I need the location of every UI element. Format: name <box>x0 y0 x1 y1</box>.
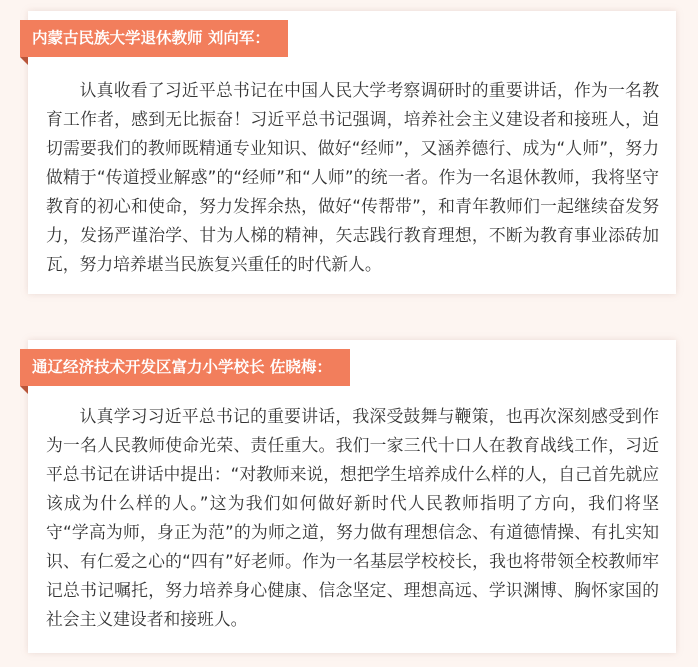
statement-text: 认真学习习近平总书记的重要讲话，我深受鼓舞与鞭策，也再次深刻感受到作为一名人民教师使命光荣、责任重大。我们一家三代十口人在教育战线工作，习近平总书记在讲话中提出：“对教师来说，想把学生培养成什么样的人，自己首先就应该成为什么样的人。”这为我们如何做好新时代人民教师指明了方向，我们将坚守“学高为师，身正为范”的为师之道，努力做有理想信念、有道德情操、有扎实知识、有仁爱之心的“四有”好老师。作为一名基层学校校长，我也将带领全校教师牢记总书记嘱托，努力培养身心健康、信念坚定、理想高远、学识渊博、胸怀家国的社会主义建设者和接班人。 <box>46 406 659 629</box>
speaker-tag: 通辽经济技术开发区富力小学校长 佐晓梅： <box>20 349 350 386</box>
speaker-tag: 内蒙古民族大学退休教师 刘向军： <box>20 20 288 57</box>
statement-card-2 <box>28 340 676 653</box>
statement-text: 认真收看了习近平总书记在中国人民大学考察调研时的重要讲话，作为一名教育工作者，感到无比振奋！习近平总书记强调，培养社会主义建设者和接班人，迫切需要我们的教师既精通专业知识、做好“经师”，又涵养德行、成为“人师”，努力做精于“传道授业解惑”的“经师”和“人师”的统一者。作为一名退休教师，我将坚守教育的初心和使命，努力发挥余热，做好“传帮带”，和青年教师们一起继续奋发努力，发扬严谨治学、甘为人梯的精神，矢志践行教育理想，不断为教育事业添砖加瓦，努力培养堪当民族复兴重任的时代新人。 <box>46 80 659 274</box>
statement-card-1 <box>28 11 676 294</box>
